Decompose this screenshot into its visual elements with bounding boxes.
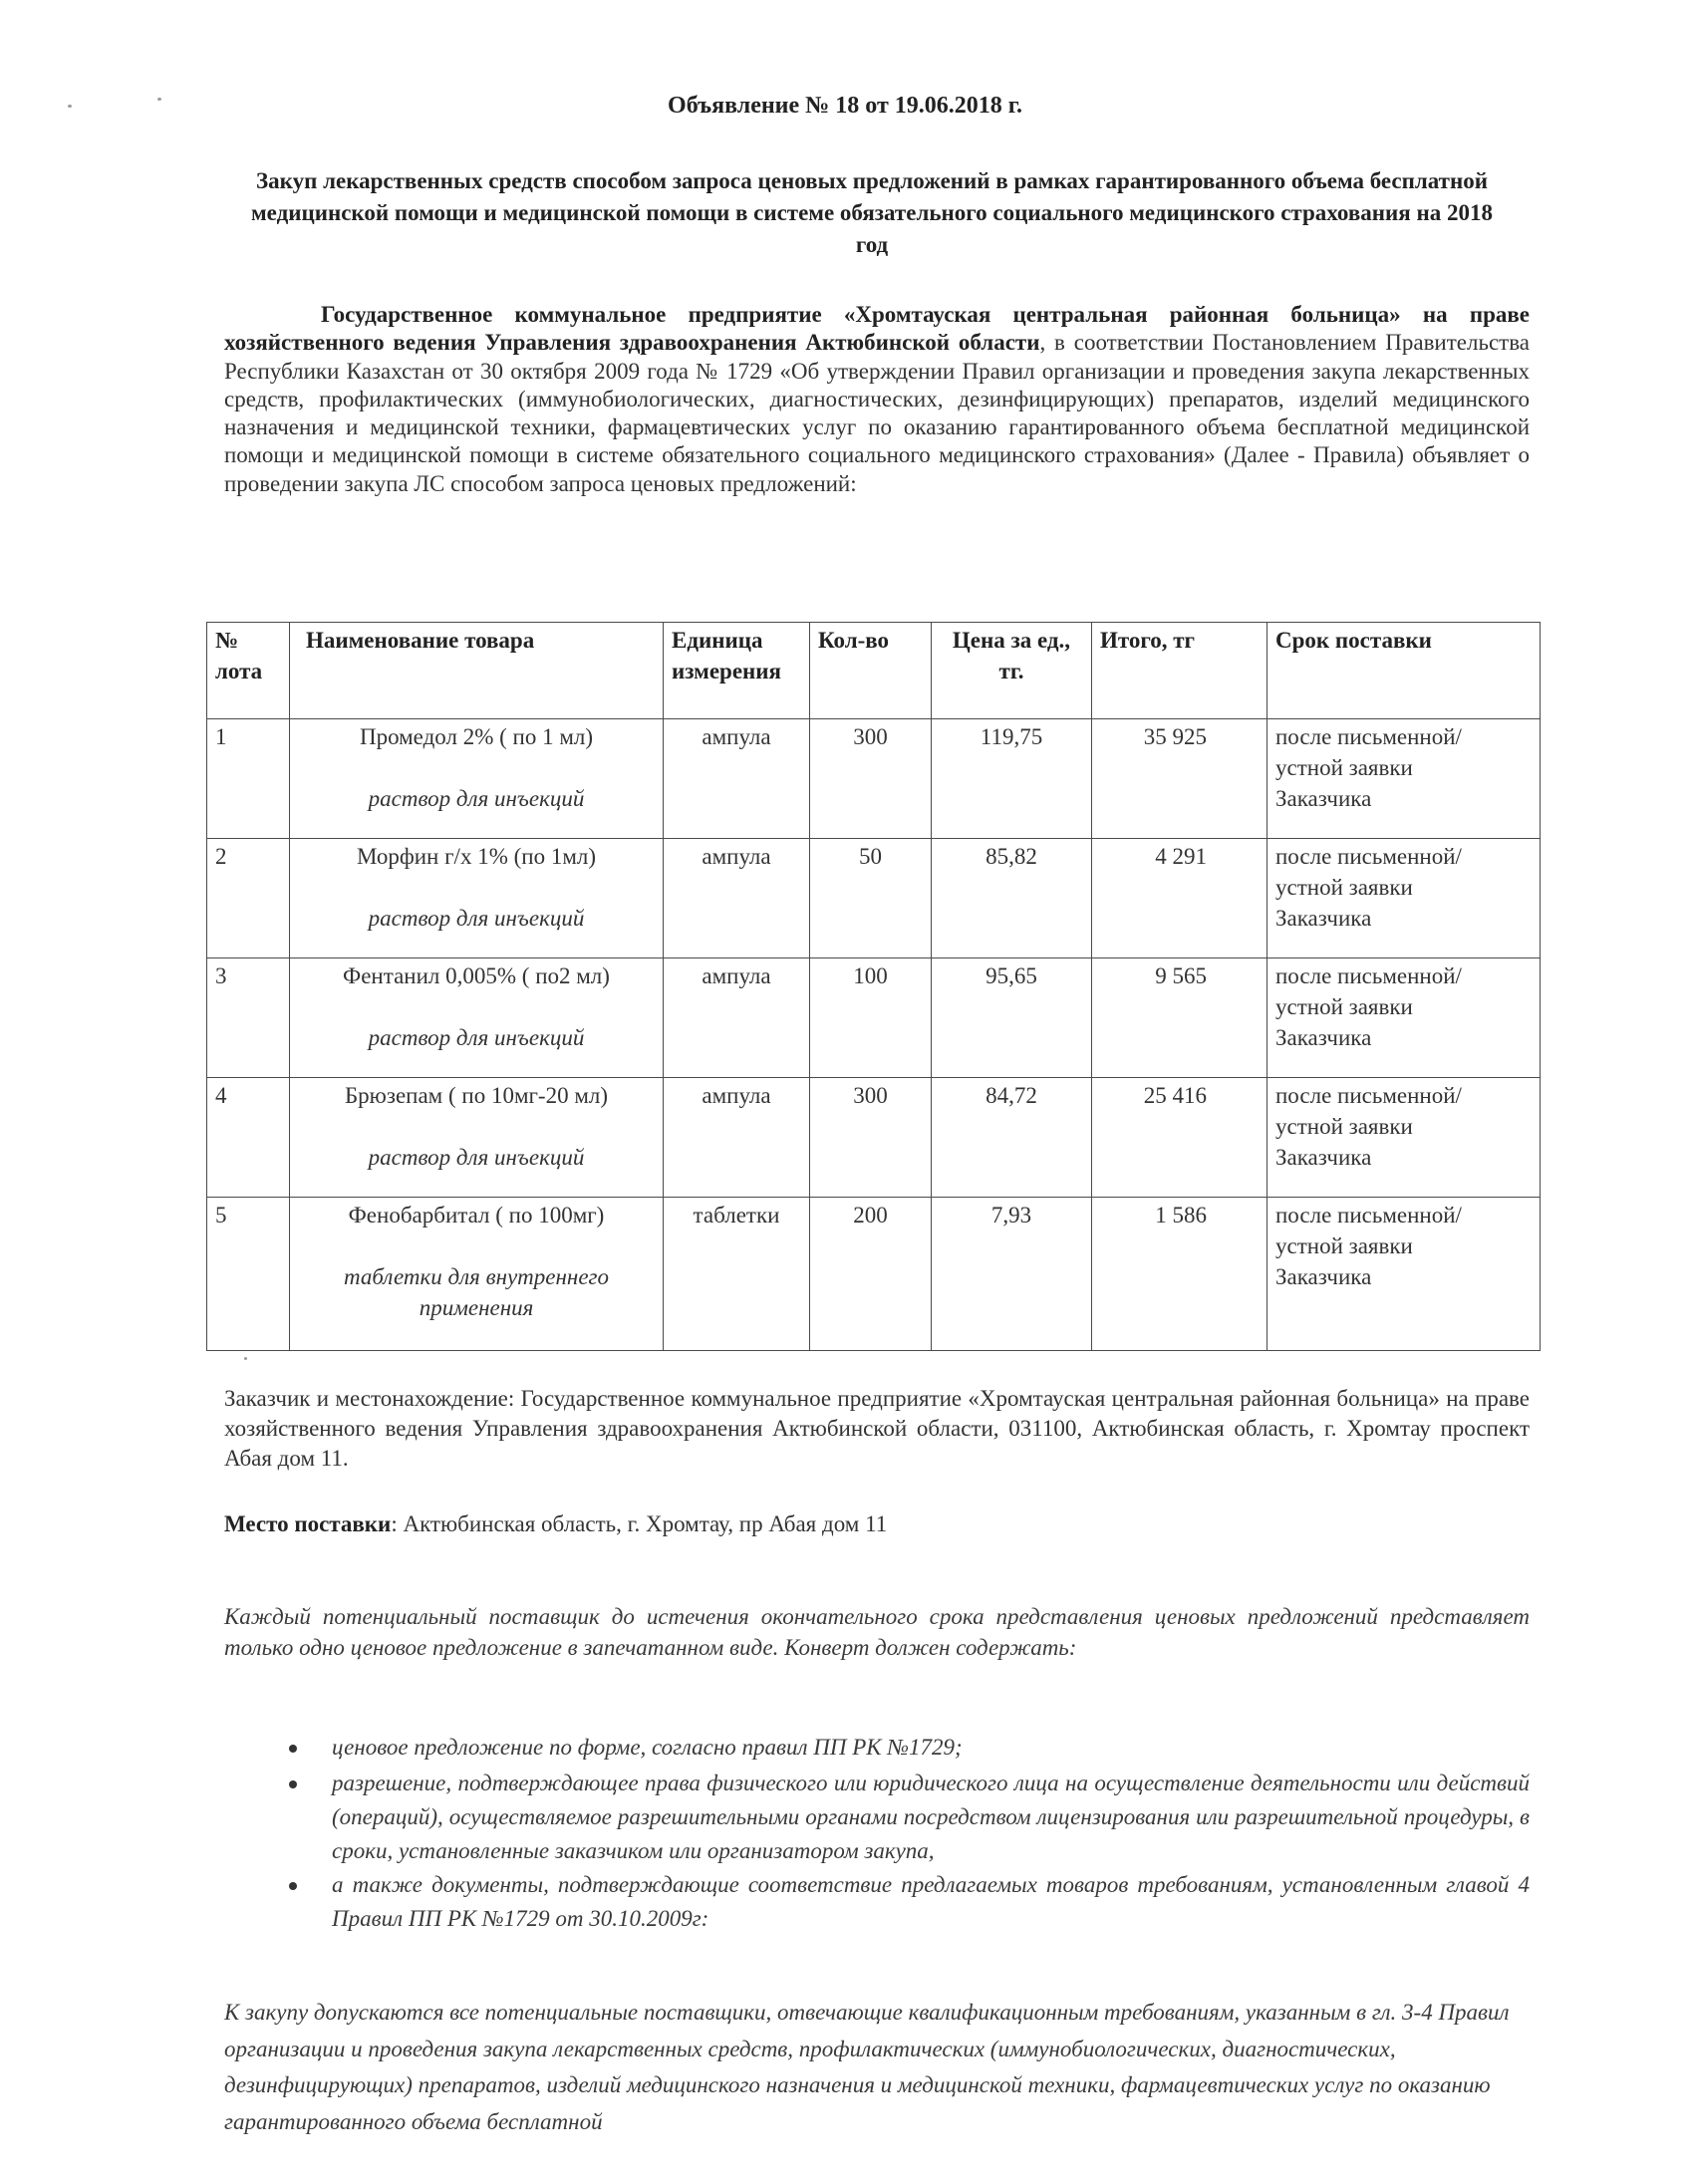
table-header-row — [207, 623, 1541, 719]
cell-qty: 100 — [810, 958, 932, 1078]
page-title: Объявление № 18 от 19.06.2018 г. — [668, 93, 1022, 119]
cell-name — [290, 958, 664, 1078]
cell-total: 25 416 — [1092, 1078, 1268, 1198]
header-total: Итого, тг — [1092, 623, 1268, 719]
intro-text: , в соответствии Постановлением Правительства Республики Казахстан от 30 октября 2009 года № 1729 «Об утверждении Правил организации и проведения закупа лекарственных средств, профилактических (иммунобиологических, диагностических, дезинфицирующих) препаратов, изделий медицинского назначения и медицинской техники, фармацевтических услуг по оказанию гарантированного объема бесплатной медицинской помощи и медицинской помощи в системе обязательного социального медицинского страхования» (Далее - Правила) объявляет о проведении закупа ЛС способом запроса ценовых предложений: — [224, 330, 1530, 496]
delivery-place-label: Место поставки — [224, 1511, 392, 1536]
cell-delivery: после письменной/устной заявки Заказчика — [1268, 839, 1541, 958]
cell-qty: 50 — [810, 839, 932, 958]
cell-delivery: после письменной/устной заявки Заказчика — [1268, 1078, 1541, 1198]
cell-lot: 3 — [207, 958, 290, 1078]
item-form: раствор для инъекций — [368, 1145, 585, 1170]
cell-total: 1 586 — [1092, 1198, 1268, 1351]
cell-lot: 2 — [207, 839, 290, 958]
list-item — [289, 1868, 1530, 1936]
header-delivery: Срок поставки — [1268, 623, 1541, 719]
item-name: Фенобарбитал ( по 100мг) — [348, 1203, 605, 1228]
table-row — [207, 719, 1541, 839]
requirement-text: разрешение, подтверждающее права физического или юридического лица на осуществление деятельности или действий (операций), осуществляемое разрешительными органами посредством лицензирования или разрешительной процедуры, в сроки, установленные заказчиком или организатором закупа, — [332, 1771, 1530, 1863]
admission-paragraph: К закупу допускаются все потенциальные поставщики, отвечающие квалификационным требованиям, указанным в гл. 3-4 Правил организации и проведения закупа лекарственных средств, профилактических (иммунобиологических, диагностических, дезинфицирующих) препаратов, изделий медицинского назначения и медицинской техники, фармацевтических услуг по оказанию гарантированного объема бесплатной — [224, 2000, 1510, 2134]
cell-delivery: после письменной/устной заявки Заказчика — [1268, 1198, 1541, 1351]
cell-unit: ампула — [664, 958, 810, 1078]
cell-qty: 300 — [810, 719, 932, 839]
cell-price: 85,82 — [932, 839, 1092, 958]
delivery-place — [224, 1509, 1530, 1539]
cell-unit: ампула — [664, 719, 810, 839]
item-name: Брюзепам ( по 10мг-20 мл) — [344, 1083, 609, 1108]
requirements-list — [289, 1731, 1530, 1936]
intro-paragraph — [224, 301, 1530, 498]
cell-delivery: после письменной/устной заявки Заказчика — [1268, 719, 1541, 839]
bullet-icon — [289, 1882, 297, 1890]
cell-price: 95,65 — [932, 958, 1092, 1078]
cell-price: 7,93 — [932, 1198, 1092, 1351]
cell-name — [290, 719, 664, 839]
cell-qty: 200 — [810, 1198, 932, 1351]
bullet-icon — [289, 1745, 297, 1753]
list-item — [289, 1731, 1530, 1765]
cell-lot: 1 — [207, 719, 290, 839]
envelope-paragraph: Каждый потенциальный поставщик до истечения окончательного срока представления ценовых предложений представляет только одно ценовое предложение в запечатанном виде. Конверт должен содержать: — [224, 1604, 1530, 1660]
cell-lot: 5 — [207, 1198, 290, 1351]
header-lot-no: № лота — [207, 623, 290, 719]
cell-lot: 4 — [207, 1078, 290, 1198]
header-unit: Единица измерения — [664, 623, 810, 719]
item-form: раствор для инъекций — [368, 786, 585, 811]
scan-speck — [244, 1357, 247, 1360]
cell-price: 119,75 — [932, 719, 1092, 839]
cell-total: 4 291 — [1092, 839, 1268, 958]
item-name: Морфин г/х 1% (по 1мл) — [356, 844, 597, 869]
cell-name — [290, 1078, 664, 1198]
cell-unit: ампула — [664, 839, 810, 958]
requirement-text: а также документы, подтверждающие соответствие предлагаемых товаров требованиям, установленным главой 4 Правил ПП РК №1729 от 30.10.2009г: — [332, 1872, 1530, 1931]
cell-unit: ампула — [664, 1078, 810, 1198]
cell-unit: таблетки — [664, 1198, 810, 1351]
organization-name: Государственное коммунальное предприятие «Хромтауская центральная районная больница» на праве хозяйственного ведения Управления здравоохранения Актюбинской области — [224, 302, 1530, 356]
lots-table — [206, 622, 1541, 1351]
customer-paragraph: Заказчик и местонахождение: Государственное коммунальное предприятие «Хромтауская центральная районная больница» на праве хозяйственного ведения Управления здравоохранения Актюбинской области, 031100, Актюбинская область, г. Хромтау проспект Абая дом 11. — [224, 1386, 1530, 1471]
header-name: Наименование товара — [290, 623, 664, 719]
cell-name — [290, 839, 664, 958]
bullet-icon — [289, 1780, 297, 1788]
cell-total: 35 925 — [1092, 719, 1268, 839]
document-subtitle: Закуп лекарственных средств способом запроса ценовых предложений в рамках гарантированного объема бесплатной медицинской помощи и медицинской помощи в системе обязательного социального медицинского страхования на 2018 год — [251, 168, 1493, 257]
item-form: раствор для инъекций — [368, 906, 585, 931]
item-name: Промедол 2% ( по 1 мл) — [359, 724, 594, 749]
cell-total: 9 565 — [1092, 958, 1268, 1078]
cell-qty: 300 — [810, 1078, 932, 1198]
table-row — [207, 839, 1541, 958]
item-form: раствор для инъекций — [368, 1025, 585, 1050]
table-row — [207, 958, 1541, 1078]
header-qty: Кол-во — [810, 623, 932, 719]
table-row — [207, 1078, 1541, 1198]
list-item — [289, 1767, 1530, 1868]
item-name: Фентанил 0,005% ( по2 мл) — [343, 963, 610, 988]
header-price: Цена за ед., тг. — [932, 623, 1092, 719]
delivery-place-value: : Актюбинская область, г. Хромтау, пр Абая дом 11 — [391, 1511, 888, 1536]
cell-name — [290, 1198, 664, 1351]
table-row — [207, 1198, 1541, 1351]
cell-price: 84,72 — [932, 1078, 1092, 1198]
requirement-text: ценовое предложение по форме, согласно правил ПП РК №1729; — [332, 1735, 963, 1760]
cell-delivery: после письменной/устной заявки Заказчика — [1268, 958, 1541, 1078]
item-form: таблетки для внутреннего применения — [343, 1264, 610, 1320]
